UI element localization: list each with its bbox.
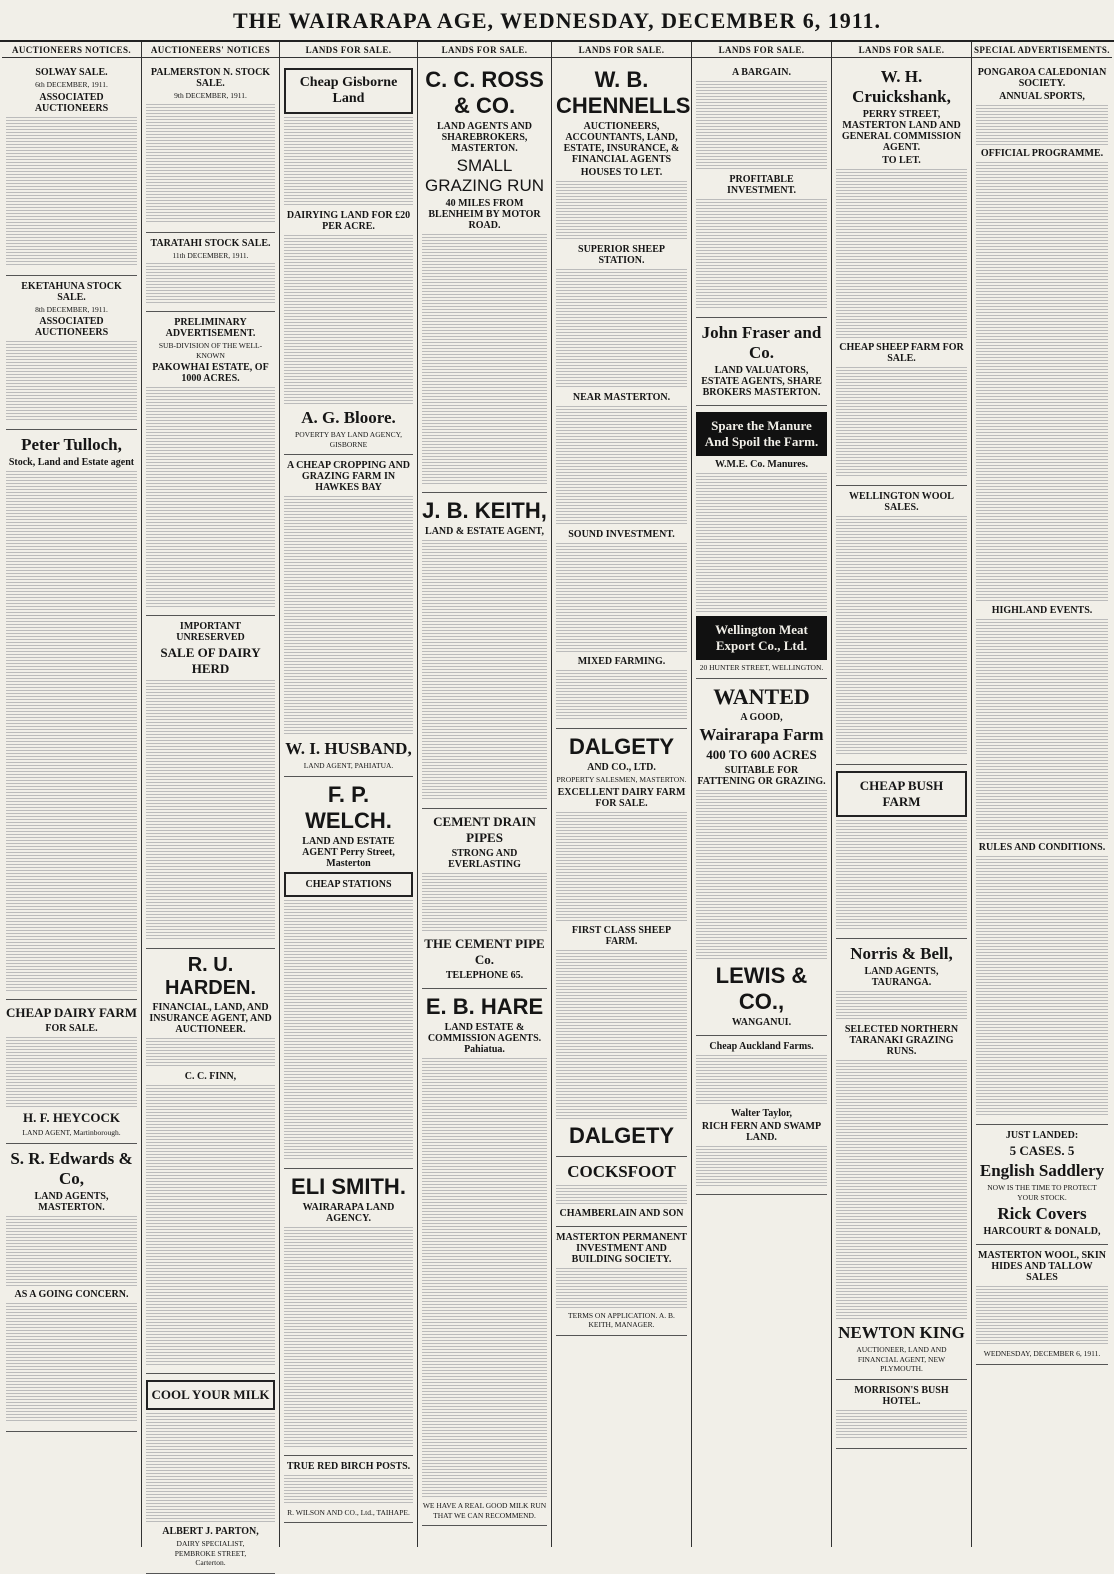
- ad-title: MORRISON'S BUSH HOTEL.: [854, 1384, 949, 1407]
- ad-title: CHEAP BUSH FARM: [859, 778, 944, 809]
- ad-subtitle: FOR SALE.: [45, 1023, 98, 1034]
- section-title: TO LET.: [882, 155, 921, 166]
- ad-title: Cheap Auckland Farms.: [709, 1040, 814, 1052]
- text-block: [976, 162, 1108, 602]
- agent-address: PEMBROKE STREET,: [174, 1548, 247, 1558]
- ad-title: W. B. CHENNELLS: [556, 67, 691, 118]
- ad-subtitle: LAND AND ESTATE AGENT Perry Street, Masterton: [302, 835, 395, 869]
- text-block: [556, 543, 687, 653]
- ad-palmerston-sale: [146, 62, 275, 233]
- text-block: [976, 1286, 1108, 1346]
- ad-subtitle: FINANCIAL, LAND, AND INSURANCE AGENT, AND AUCTIONEER.: [149, 1002, 272, 1035]
- ad-subtitle: 40 MILES FROM BLENHEIM BY MOTOR ROAD.: [428, 198, 541, 231]
- ad-title: J. B. KEITH,: [422, 498, 547, 523]
- ad-title: DALGETY: [568, 734, 675, 759]
- ad-title: WELLINGTON WOOL SALES.: [849, 491, 954, 513]
- column-auctioneers-1: [2, 42, 142, 1547]
- company-name: Wellington Meat Export Co., Ltd.: [715, 622, 808, 653]
- ad-title: CHEAP DAIRY FARM: [6, 1005, 137, 1020]
- text-block: [422, 540, 547, 800]
- text-block: [422, 234, 547, 484]
- company-name: LEWIS & CO.,: [715, 962, 808, 1014]
- text-block: [556, 181, 687, 241]
- ad-title: TARATAHI STOCK SALE.: [150, 237, 271, 249]
- ad-subtitle: LAND VALUATORS, ESTATE AGENTS, SHARE BROKERS MASTERTON.: [701, 365, 822, 398]
- ad-title: PROFITABLE INVESTMENT.: [727, 174, 796, 196]
- agent-name: W. I. HUSBAND,: [285, 739, 412, 758]
- ad-estate: PAKOWHAI ESTATE, OF 1000 ACRES.: [152, 362, 269, 384]
- ad-date: 9th DECEMBER, 1911.: [174, 91, 247, 100]
- section-title: MIXED FARMING.: [577, 656, 666, 667]
- text-block: [146, 1085, 275, 1365]
- ad-subtitle: PERRY STREET, MASTERTON LAND AND GENERAL COMMISSION AGENT.: [841, 109, 962, 153]
- column-heading: LANDS FOR SALE.: [552, 42, 691, 58]
- section-title: CHEAP SHEEP FARM FOR SALE.: [839, 342, 964, 364]
- ad-subtitle: STRONG AND EVERLASTING: [448, 848, 521, 870]
- section-title: SUPERIOR SHEEP STATION.: [578, 244, 665, 266]
- company-name: HARCOURT & DONALD,: [983, 1226, 1101, 1237]
- ad-subtitle: ANNUAL SPORTS,: [999, 91, 1085, 102]
- ad-building-society: [556, 1227, 687, 1336]
- text-block: [696, 81, 827, 171]
- text-block: [6, 341, 137, 421]
- agent-name: A. G. Bloore.: [301, 408, 396, 427]
- ad-wool-skin-sales: [976, 1245, 1108, 1365]
- ad-subtitle: LAND AGENTS, MASTERTON.: [34, 1190, 109, 1213]
- text-block: [146, 104, 275, 224]
- ad-title: CEMENT DRAIN PIPES: [433, 814, 536, 845]
- ad-title: PALMERSTON N. STOCK SALE.: [150, 67, 271, 89]
- text-block: [6, 1216, 137, 1286]
- ad-subtitle: SUITABLE FOR FATTENING OR GRAZING.: [697, 764, 826, 787]
- text-block: [422, 1058, 547, 1498]
- text-block: [696, 473, 827, 613]
- newspaper-title: THE WAIRARAPA AGE, WEDNESDAY, DECEMBER 6, 1911.: [232, 8, 882, 33]
- text-block: [284, 235, 413, 405]
- ad-saddlery: [976, 1125, 1108, 1245]
- ad-gisborne-land: [284, 62, 413, 455]
- ad-cool-milk: [146, 1374, 275, 1574]
- ad-subtitle: DAIRYING LAND FOR £20 PER ACRE.: [286, 210, 411, 232]
- ad-subtitle: W.M.E. Co. Manures.: [714, 459, 809, 470]
- ad-title: E. B. HARE: [425, 994, 544, 1019]
- text-block: [836, 1060, 967, 1320]
- ad-title: TRUE RED BIRCH POSTS.: [286, 1460, 411, 1472]
- text-block: [696, 1146, 827, 1186]
- text-block: [284, 496, 413, 736]
- agent-name: H. F. HEYCOCK: [22, 1110, 121, 1125]
- ad-subtitle: NOW IS THE TIME TO PROTECT YOUR STOCK.: [987, 1183, 1097, 1202]
- ad-title: Cheap Gisborne Land: [299, 75, 398, 106]
- ad-acres: 400 TO 600 ACRES: [706, 746, 817, 762]
- ad-wool-sales: [836, 486, 967, 765]
- ad-title: EKETAHUNA STOCK SALE.: [21, 280, 122, 303]
- ad-banner: Wairarapa Farm: [699, 724, 824, 744]
- text-block: [284, 1227, 413, 1447]
- ad-subtitle: AUCTIONEERS, ACCOUNTANTS, LAND, ESTATE, INSURANCE, & FINANCIAL AGENTS: [563, 121, 680, 165]
- ad-banner: Rick Covers: [997, 1204, 1087, 1223]
- text-block: [146, 680, 275, 940]
- ad-title: Peter Tulloch,: [21, 435, 122, 454]
- company-name: CHAMBERLAIN AND SON: [559, 1207, 684, 1219]
- column-heading: AUCTIONEERS NOTICES.: [2, 42, 141, 58]
- ad-title: Norris & Bell,: [850, 944, 953, 963]
- column-special: [972, 42, 1112, 1547]
- ad-title: R. U. HARDEN.: [164, 954, 257, 999]
- text-block: [146, 1413, 275, 1523]
- ad-birch-posts: [284, 1456, 413, 1524]
- text-block: [836, 516, 967, 756]
- column-lands-2: [418, 42, 552, 1547]
- ad-subtitle: LAND AGENTS AND SHAREBROKERS, MASTERTON.: [436, 121, 533, 154]
- ad-title: SOLWAY SALE.: [35, 67, 108, 78]
- agent-sub: DAIRY SPECIALIST,: [176, 1539, 245, 1548]
- section-title: RULES AND CONDITIONS.: [978, 842, 1106, 853]
- section-title: SELECTED NORTHERN TARANAKI GRAZING RUNS.: [844, 1024, 959, 1057]
- ad-fraser: [696, 318, 827, 406]
- text-block: [556, 269, 687, 389]
- text-block: [696, 1055, 827, 1105]
- text-block: [976, 856, 1108, 1116]
- column-heading: SPECIAL ADVERTISEMENTS.: [972, 42, 1112, 58]
- text-block: [556, 670, 687, 720]
- ad-cocksfoot: [556, 1157, 687, 1227]
- imprint-date: WEDNESDAY, DECEMBER 6, 1911.: [983, 1349, 1101, 1358]
- section-title: SOUND INVESTMENT.: [568, 529, 675, 540]
- text-block: [556, 812, 687, 922]
- ad-pretitle: IMPORTANT UNRESERVED: [176, 621, 245, 643]
- agent-name: C. C. FINN,: [184, 1071, 237, 1082]
- agent-name: R. WILSON AND CO., Ltd., TAIHAPE.: [287, 1507, 410, 1517]
- ad-title: W. H. Cruickshank,: [852, 67, 951, 106]
- text-block: [556, 950, 687, 1120]
- text-block: [836, 1410, 967, 1440]
- ad-keith: [422, 493, 547, 809]
- ad-date: 11th DECEMBER, 1911.: [172, 250, 249, 260]
- ad-bush-farm: [836, 765, 967, 939]
- ad-chennells: [556, 62, 691, 729]
- text-block: [836, 169, 967, 339]
- ad-title: SALE OF DAIRY HERD: [160, 645, 261, 676]
- text-block: [556, 1268, 687, 1308]
- ad-title: MASTERTON WOOL, SKIN HIDES AND TALLOW SALES: [978, 1250, 1106, 1283]
- agent-name: Walter Taylor,: [730, 1107, 793, 1119]
- ad-bargain: [696, 62, 827, 318]
- company-address: 20 HUNTER STREET, WELLINGTON.: [699, 663, 824, 672]
- ad-subtitle: LAND AGENTS, TAURANGA.: [864, 966, 939, 988]
- ad-morrison-hotel: [836, 1380, 967, 1449]
- ad-subtitle: Stock, Land and Estate agent: [8, 457, 135, 468]
- ad-title: COCKSFOOT: [567, 1161, 676, 1181]
- ad-subtitle: LAND & ESTATE AGENT,: [425, 526, 544, 537]
- agent-sub: POVERTY BAY LAND AGENCY, GISBORNE: [295, 430, 402, 449]
- ad-hawkes-bay-farm: [284, 455, 413, 777]
- text-block: [976, 105, 1108, 145]
- column-heading: AUCTIONEERS' NOTICES: [142, 42, 279, 58]
- ad-subtitle: WAIRARAPA LAND AGENCY.: [302, 1201, 395, 1224]
- ad-date: 6th DECEMBER, 1911.: [35, 80, 108, 89]
- ad-title: S. R. Edwards & Co,: [10, 1148, 133, 1188]
- page-columns: [2, 42, 1112, 1567]
- masthead: [0, 0, 1114, 42]
- ad-footer: WE HAVE A REAL GOOD MILK RUN THAT WE CAN RECOMMEND.: [422, 1501, 547, 1520]
- ad-date: 8th DECEMBER, 1911.: [35, 304, 108, 314]
- text-block: [556, 406, 687, 526]
- ad-subtitle: ASSOCIATED AUCTIONEERS: [34, 316, 109, 338]
- text-block: [556, 1185, 687, 1205]
- text-block: [836, 820, 967, 930]
- text-block: [146, 1038, 275, 1068]
- ad-taratahi-sale: [146, 233, 275, 313]
- ad-pakowhai-estate: [146, 312, 275, 616]
- ad-subtitle: AND CO., LTD.: [587, 762, 656, 773]
- ad-footer: TERMS ON APPLICATION. A. B. KEITH, MANAGER.: [568, 1310, 675, 1329]
- agent-sub: LAND AGENT, Martinborough.: [22, 1128, 121, 1137]
- text-block: [6, 1303, 137, 1423]
- agent-name: ALBERT J. PARTON,: [162, 1526, 259, 1537]
- ad-title: PRELIMINARY ADVERTISEMENT.: [165, 317, 256, 339]
- ad-dalgety: [556, 729, 687, 1157]
- ad-banner: English Saddlery: [979, 1161, 1105, 1180]
- ad-title: PONGAROA CALEDONIAN SOCIETY.: [977, 67, 1107, 89]
- text-block: [284, 1475, 413, 1505]
- ad-manure: [696, 406, 827, 679]
- ad-eketahuna-sale: [6, 276, 137, 431]
- ad-subtitle: SUB-DIVISION OF THE WELL-KNOWN: [158, 341, 263, 360]
- ad-title: John Fraser and Co.: [701, 323, 822, 362]
- ad-subtitle: ASSOCIATED AUCTIONEERS: [34, 91, 109, 114]
- column-heading: LANDS FOR SALE.: [692, 42, 831, 58]
- text-block: [284, 900, 413, 1160]
- company-phone: TELEPHONE 65.: [445, 970, 524, 981]
- text-block: [6, 1037, 137, 1107]
- column-heading: LANDS FOR SALE.: [418, 42, 551, 58]
- text-block: [6, 117, 137, 267]
- column-heading: LANDS FOR SALE.: [832, 42, 971, 58]
- ad-ross: [422, 62, 547, 493]
- text-block: [696, 199, 827, 309]
- ad-title: C. C. ROSS & CO.: [425, 67, 544, 118]
- ad-eli-smith: [284, 1169, 413, 1456]
- ad-subtitle: PROPERTY SALESMEN, MASTERTON.: [556, 775, 687, 784]
- column-heading: LANDS FOR SALE.: [280, 42, 417, 58]
- ad-cruickshank: [836, 62, 967, 486]
- column-lands-5: [832, 42, 972, 1547]
- ad-dairy-herd: [146, 616, 275, 949]
- text-block: [836, 991, 967, 1021]
- column-auctioneers-2: [142, 42, 280, 1567]
- text-block: [696, 790, 827, 960]
- ad-auckland-farms: [696, 1036, 827, 1195]
- company-name: NEWTON KING: [838, 1323, 965, 1342]
- ad-title: ELI SMITH.: [291, 1173, 406, 1199]
- section-title: NEAR MASTERTON.: [572, 392, 671, 403]
- company-town: WANGANUI.: [731, 1016, 792, 1028]
- ad-cheap-dairy-farm: [6, 1000, 137, 1144]
- ad-title: Spare the Manure And Spoil the Farm.: [704, 418, 819, 449]
- section-title: OFFICIAL PROGRAMME.: [980, 148, 1104, 159]
- ad-title: F. P. WELCH.: [305, 781, 392, 833]
- ad-title: WANTED: [713, 683, 810, 709]
- ad-edwards: [6, 1144, 137, 1432]
- ad-title: A CHEAP CROPPING AND GRAZING FARM IN HAWKES BAY: [286, 460, 411, 493]
- text-block: [146, 387, 275, 607]
- text-block: [422, 873, 547, 933]
- text-block: [284, 117, 413, 207]
- ad-pongaroa-society: [976, 62, 1108, 1125]
- column-lands-1: [280, 42, 418, 1547]
- ad-solway-sale: [6, 62, 137, 276]
- company-sub: AUCTIONEER, LAND AND FINANCIAL AGENT, NEW PLYMOUTH.: [856, 1345, 947, 1373]
- ad-title: DALGETY: [568, 1122, 675, 1148]
- company-name: THE CEMENT PIPE Co.: [424, 936, 545, 967]
- ad-cement-pipes: [422, 809, 547, 989]
- text-block: [6, 471, 137, 991]
- ad-norris-bell: [836, 939, 967, 1380]
- ad-subtitle: LAND ESTATE & COMMISSION AGENTS. Pahiatua.: [427, 1022, 542, 1055]
- section-title: RICH FERN AND SWAMP LAND.: [701, 1120, 822, 1143]
- section-title: FIRST CLASS SHEEP FARM.: [571, 924, 672, 947]
- ad-banner: CHEAP STATIONS: [305, 878, 392, 890]
- ad-welch: [284, 777, 413, 1169]
- agent-town: Carterton.: [195, 1558, 226, 1567]
- ad-wanted: [696, 679, 827, 1036]
- ad-banner: SMALL GRAZING RUN: [425, 156, 544, 195]
- text-block: [976, 619, 1108, 839]
- ad-subtitle: AS A GOING CONCERN.: [14, 1288, 129, 1300]
- ad-hare: [422, 989, 547, 1526]
- agent-sub: LAND AGENT, PAHIATUA.: [303, 761, 394, 770]
- column-lands-3: [552, 42, 692, 1547]
- section-title: EXCELLENT DAIRY FARM FOR SALE.: [557, 786, 686, 809]
- text-block: [836, 367, 967, 477]
- ad-title: A BARGAIN.: [732, 67, 791, 78]
- ad-cases: 5 CASES. 5: [1009, 1143, 1075, 1158]
- section-title: HOUSES TO LET.: [580, 167, 663, 178]
- column-lands-4: [692, 42, 832, 1547]
- text-block: [146, 263, 275, 303]
- section-title: HIGHLAND EVENTS.: [991, 605, 1093, 616]
- ad-title: JUST LANDED:: [1005, 1130, 1079, 1141]
- ad-peter-tulloch: [6, 430, 137, 1000]
- ad-subtitle: A GOOD,: [740, 711, 783, 723]
- ad-harden: [146, 949, 275, 1374]
- ad-title: COOL YOUR MILK: [151, 1387, 270, 1402]
- ad-title: MASTERTON PERMANENT INVESTMENT AND BUILDING SOCIETY.: [556, 1231, 687, 1265]
